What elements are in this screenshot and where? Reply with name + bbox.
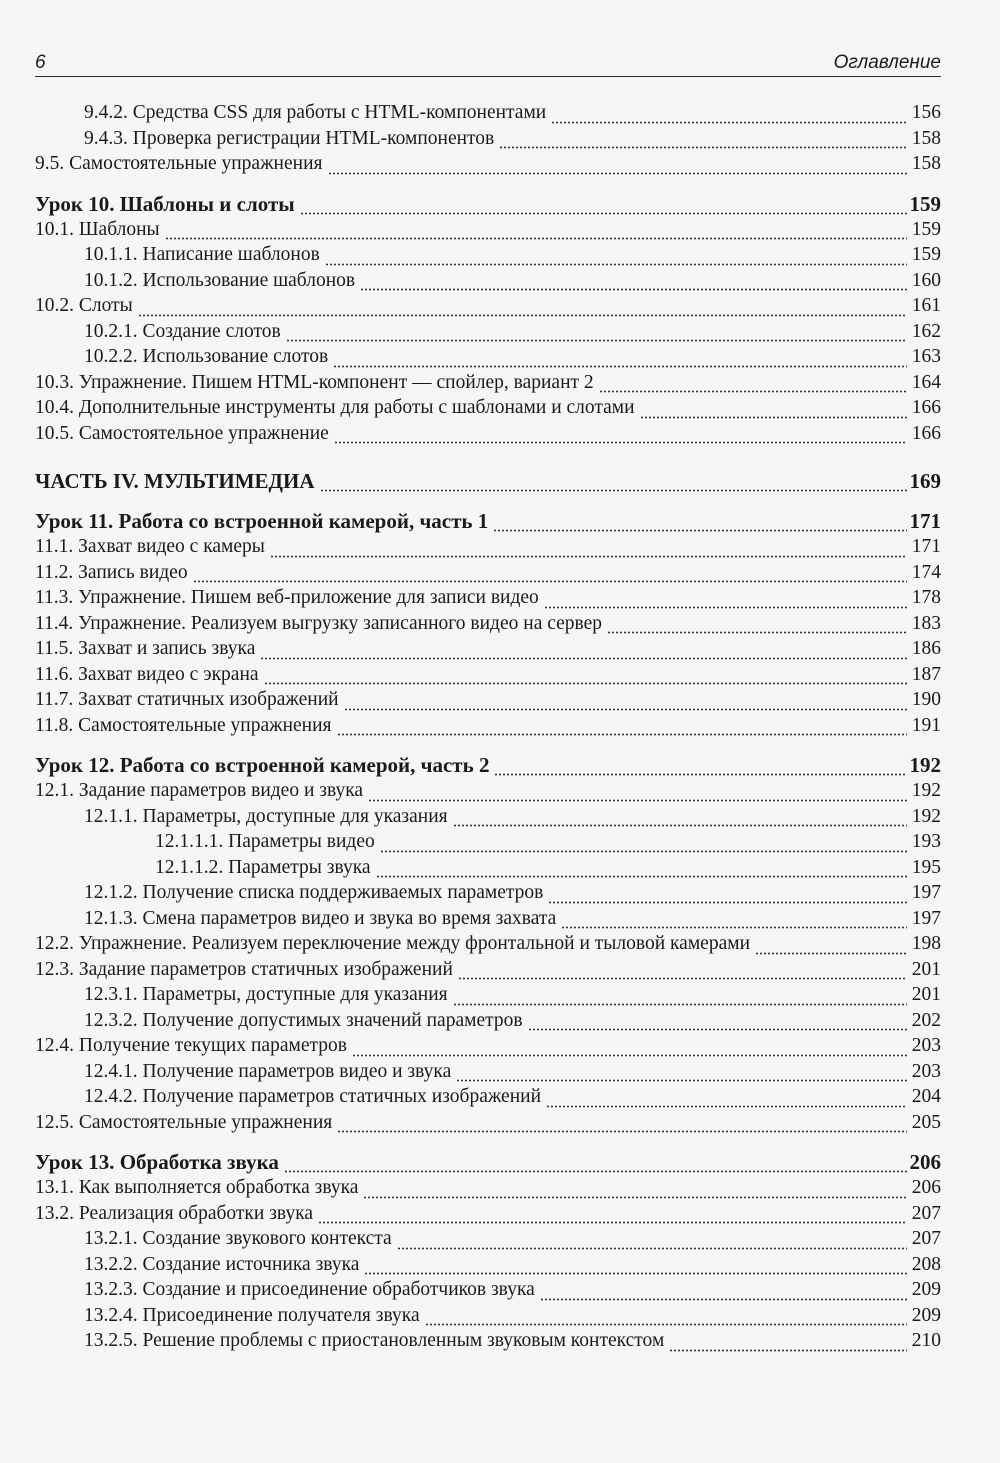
toc-entry-title: 11.3. Упражнение. Пишем веб-приложение для записи видео [35,587,539,608]
toc-entry-title: 12.3. Задание параметров статичных изображений [35,958,453,980]
toc-entry-page: 160 [911,269,941,291]
toc-entry-sub [35,1277,941,1303]
toc-entry-page: 158 [911,153,941,174]
toc-entry-sub [35,1059,941,1085]
toc-entry-section [35,370,941,396]
toc-entry-section [35,957,941,983]
dot-leader [320,470,907,494]
dot-leader [376,858,907,880]
dot-leader [325,246,907,268]
toc-entry-title: 12.5. Самостоятельные упражнения [35,1111,333,1133]
dot-leader [551,104,907,126]
dot-leader [458,960,907,982]
toc-entry-title: 13.2.2. Создание источника звука [84,1253,360,1275]
dot-leader [548,884,907,906]
toc-entry-sub [35,1252,941,1278]
toc-entry-sub [35,126,941,152]
toc-entry-title: 10.5. Самостоятельное упражнение [35,422,329,444]
dot-leader [499,129,907,151]
toc-entry-title: 13.2. Реализация обработки звука [35,1202,314,1224]
toc-entry-title: 10.1.2. Использование шаблонов [84,269,356,291]
toc-entry-page: 207 [911,1228,941,1249]
toc-entry-page: 193 [911,831,941,852]
toc-entry-title: 12.4.1. Получение параметров видео и звука [84,1060,452,1082]
toc-entry-page: 159 [911,218,941,240]
toc-entry-section [35,636,941,662]
toc-entry-page: 203 [911,1035,941,1056]
dot-leader [328,155,908,177]
dot-leader [334,424,907,446]
toc-entry-title: 12.1.1.2. Параметры звука [155,856,371,878]
dot-leader [300,193,907,217]
toc-entry-section [35,217,941,243]
toc-entry-sub [35,242,941,268]
toc-entry-page: 163 [911,346,941,367]
toc-entry-page: 207 [911,1202,941,1224]
toc-entry-section [35,662,941,688]
dot-leader [755,935,907,957]
toc-entry-page: 206 [911,1177,941,1198]
dot-leader [494,754,907,778]
toc-entry-title: 9.4.2. Средства CSS для работы с HTML-компонентами [84,102,547,123]
toc-entry-section [35,585,941,611]
toc-entry-page: 195 [911,856,941,878]
dot-leader [544,589,907,611]
dot-leader [380,833,907,855]
toc-entry-page: 201 [911,984,941,1005]
toc-entry-title: ЧАСТЬ IV. МУЛЬТИМЕДИА [35,469,315,493]
toc-entry-page: 208 [911,1253,941,1275]
toc-entry-title: 12.1. Задание параметров видео и звука [35,780,364,801]
toc-entry-lesson [35,191,941,217]
toc-entry-page: 166 [911,397,941,418]
toc-entry-page: 197 [911,907,941,929]
toc-entry-title: 10.2. Слоты [35,295,133,316]
toc-entry-title: 12.3.1. Параметры, доступные для указания [84,984,448,1005]
toc-entry-sub [35,1008,941,1034]
dot-leader [284,1151,907,1175]
toc-entry-page: 209 [911,1304,941,1326]
toc-entry-section [35,151,941,177]
toc-entry-page: 203 [911,1060,941,1082]
toc-entry-page: 178 [911,587,941,608]
toc-entry-page: 190 [911,689,941,710]
toc-entry-section [35,1033,941,1059]
toc-entry-page: 162 [911,320,941,342]
toc-entry-title: 13.2.5. Решение проблемы с приостановленным звуковым контекстом [84,1330,665,1351]
toc-entry-title: 10.3. Упражнение. Пишем HTML-компонент — спойлер, вариант 2 [35,371,594,393]
toc-entry-title: 11.2. Запись видео [35,561,188,583]
section-title: Оглавление [833,52,941,73]
dot-leader [528,1011,907,1033]
dot-leader [352,1037,907,1059]
dot-leader [286,322,907,344]
dot-leader [270,538,907,560]
toc-entry-title: Урок 13. Обработка звука [35,1150,279,1174]
toc-entry-page: 171 [909,509,941,533]
dot-leader [318,1204,907,1226]
toc-entry-section [35,1110,941,1136]
dot-leader [364,1255,907,1277]
toc-entry-title: 12.2. Упражнение. Реализуем переключение между фронтальной и тыловой камерами [35,933,751,954]
dot-leader [397,1230,907,1252]
toc-entry-title: 13.2.1. Создание звукового контекста [84,1228,392,1249]
dot-leader [193,563,907,585]
toc-entry-title: Урок 11. Работа со встроенной камерой, часть 1 [35,509,489,533]
toc-entry-sub [35,880,941,906]
toc-entry-page: 169 [909,469,941,493]
toc-entry-title: 10.2.2. Использование слотов [84,346,329,367]
dot-leader [546,1088,907,1110]
dot-leader [669,1332,907,1354]
dot-leader [138,297,907,319]
toc-entry-sub [35,1303,941,1329]
dot-leader [453,807,907,829]
toc-entry-title: 9.4.3. Проверка регистрации HTML-компонентов [84,127,495,149]
toc-entry-title: 10.1.1. Написание шаблонов [84,244,320,265]
toc-entry-title: Урок 10. Шаблоны и слоты [35,191,295,216]
toc-entry-title: 10.4. Дополнительные инструменты для работы с шаблонами и слотами [35,397,635,418]
toc-entry-title: 11.8. Самостоятельные упражнения [35,714,332,736]
toc-entry-title: 11.4. Упражнение. Реализуем выгрузку записанного видео на сервер [35,612,603,634]
toc-entry-title: 13.2.3. Создание и присоединение обработчиков звука [84,1279,535,1300]
dot-leader [363,1179,907,1201]
dot-leader [540,1281,907,1303]
toc-entry-title: 12.1.2. Получение списка поддерживаемых параметров [84,882,544,903]
dot-leader [344,691,907,713]
toc-entry-section [35,778,941,804]
toc-entry-page: 159 [911,244,941,265]
toc-entry-section [35,293,941,319]
toc-entry-section [35,713,941,739]
toc-entry-lesson [35,1149,941,1175]
toc-entry-sub [35,319,941,345]
toc-entry-title: 11.6. Захват видео с экрана [35,663,259,685]
toc-entry-subsub [35,829,941,855]
toc-entry-title: 13.2.4. Присоединение получателя звука [84,1304,420,1326]
toc-entry-sub [35,100,941,126]
toc-entry-section [35,1201,941,1227]
dot-leader [333,348,907,370]
toc-entry-page: 202 [911,1009,941,1031]
toc-entry-page: 171 [911,536,941,557]
toc-entry-section [35,421,941,447]
toc-entry-title: 11.7. Захват статичных изображений [35,689,339,710]
toc-entry-lesson [35,508,941,534]
toc-entry-page: 206 [909,1150,941,1174]
toc-entry-page: 158 [911,127,941,149]
table-of-contents [35,100,941,1354]
dot-leader [453,986,907,1008]
toc-entry-page: 156 [911,102,941,123]
toc-entry-page: 197 [911,882,941,903]
dot-leader [165,220,907,242]
toc-entry-title: 10.1. Шаблоны [35,218,160,240]
toc-entry-part [35,468,941,494]
toc-entry-page: 164 [911,371,941,393]
toc-entry-section [35,534,941,560]
toc-entry-page: 186 [911,638,941,659]
toc-entry-sub [35,906,941,932]
toc-entry-sub [35,1084,941,1110]
toc-entry-page: 209 [911,1279,941,1300]
dot-leader [264,665,907,687]
toc-entry-page: 204 [911,1086,941,1107]
toc-entry-sub [35,344,941,370]
toc-entry-sub [35,1328,941,1354]
toc-entry-page: 192 [911,805,941,827]
toc-entry-title: 11.5. Захват и запись звука [35,638,256,659]
toc-entry-title: 12.1.3. Смена параметров видео и звука во время захвата [84,907,557,929]
dot-leader [599,373,907,395]
toc-entry-page: 183 [911,612,941,634]
toc-entry-section [35,395,941,421]
toc-entry-lesson [35,752,941,778]
dot-leader [640,399,907,421]
toc-entry-page: 192 [911,780,941,801]
dot-leader [493,510,907,534]
toc-entry-page: 174 [911,561,941,583]
dot-leader [337,716,907,738]
toc-entry-page: 159 [909,191,941,216]
toc-entry-section [35,931,941,957]
dot-leader [456,1062,907,1084]
toc-entry-sub [35,268,941,294]
dot-leader [607,614,907,636]
toc-entry-section [35,1175,941,1201]
page-number: 6 [35,52,46,73]
toc-entry-title: 12.4.2. Получение параметров статичных изображений [84,1086,542,1107]
toc-entry-section [35,687,941,713]
dot-leader [425,1306,907,1328]
page-header [35,46,941,77]
toc-entry-sub [35,982,941,1008]
dot-leader [260,640,907,662]
dot-leader [561,909,907,931]
toc-entry-sub [35,804,941,830]
toc-entry-title: 12.1.1. Параметры, доступные для указания [84,805,448,827]
toc-entry-page: 198 [911,933,941,954]
toc-entry-page: 201 [911,958,941,980]
toc-entry-page: 210 [911,1330,941,1351]
toc-entry-page: 191 [911,714,941,736]
toc-entry-page: 187 [911,663,941,685]
toc-entry-page: 192 [909,753,941,777]
dot-leader [368,782,907,804]
toc-entry-title: 9.5. Самостоятельные упражнения [35,153,323,174]
toc-entry-sub [35,1226,941,1252]
toc-entry-section [35,611,941,637]
toc-entry-title: Урок 12. Работа со встроенной камерой, часть 2 [35,753,490,777]
dot-leader [337,1113,907,1135]
toc-entry-page: 161 [911,295,941,316]
toc-entry-title: 12.3.2. Получение допустимых значений параметров [84,1009,523,1031]
toc-entry-title: 11.1. Захват видео с камеры [35,536,265,557]
toc-entry-title: 13.1. Как выполняется обработка звука [35,1177,359,1198]
toc-entry-title: 10.2.1. Создание слотов [84,320,281,342]
dot-leader [360,271,907,293]
toc-entry-page: 166 [911,422,941,444]
toc-entry-title: 12.1.1.1. Параметры видео [155,831,375,852]
toc-entry-subsub [35,855,941,881]
toc-entry-section [35,560,941,586]
toc-entry-page: 205 [911,1111,941,1133]
toc-entry-title: 12.4. Получение текущих параметров [35,1035,347,1056]
